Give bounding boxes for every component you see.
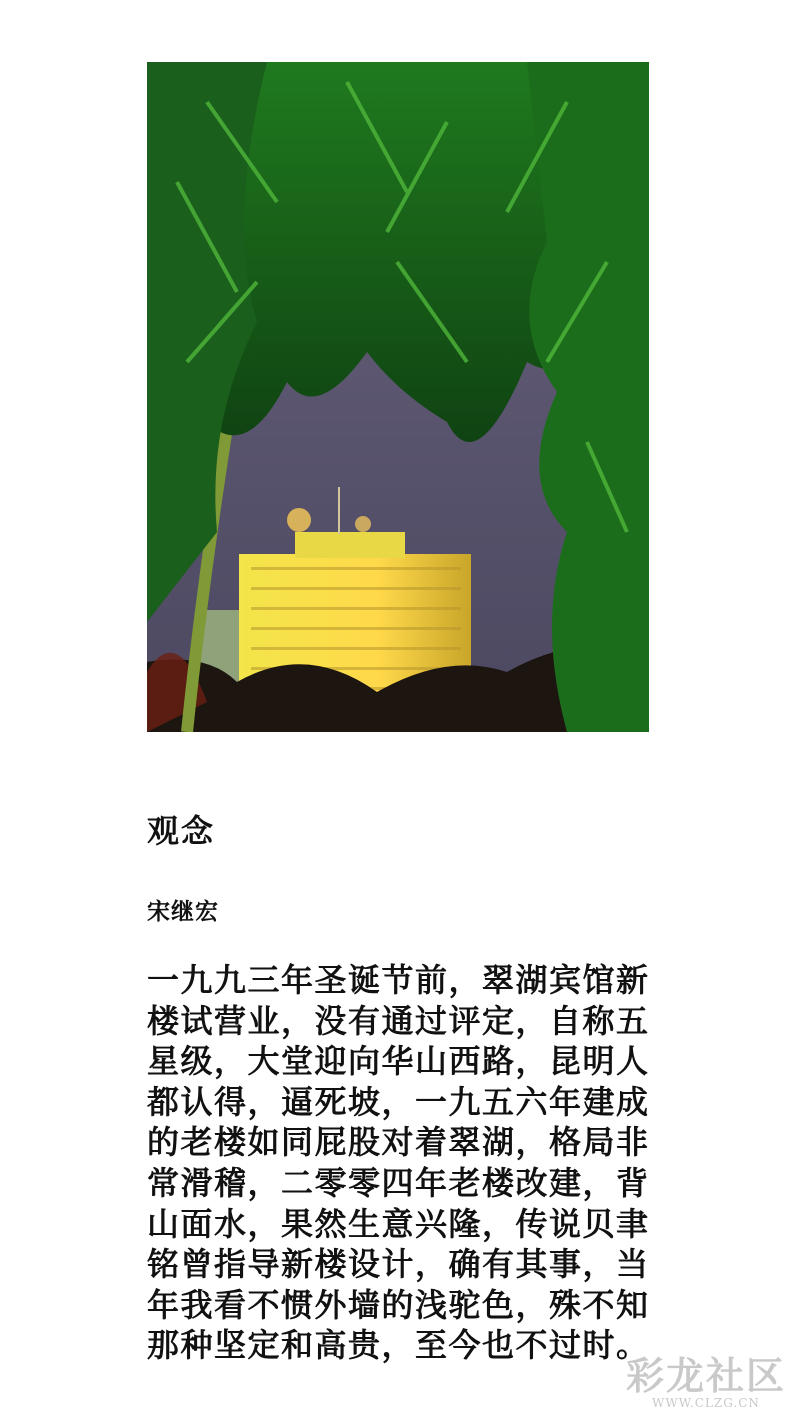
- body-line: 山面水，果然生意兴隆，传说贝聿: [147, 1204, 650, 1243]
- hotel-night-photo: [147, 62, 649, 732]
- body-line: 楼试营业，没有通过评定，自称五: [147, 1001, 650, 1040]
- body-line: 一九九三年圣诞节前，翠湖宾馆新: [147, 961, 650, 999]
- body-line: 那种坚定和高贵，至今也不过时。: [147, 1326, 650, 1365]
- body-line: 常滑稽，二零零四年老楼改建，背: [147, 1163, 650, 1202]
- body-line: 都认得，逼死坡，一九五六年建成: [147, 1082, 650, 1121]
- body-line: 铭曾指导新楼设计，确有其事，当: [147, 1245, 650, 1284]
- body-line: 年我看不惯外墙的浅驼色，殊不知: [147, 1285, 650, 1324]
- watermark-url: WWW.CLZG.CN: [652, 1396, 760, 1410]
- site-watermark: [625, 1353, 786, 1410]
- article-title: 观念: [147, 812, 216, 850]
- photo-illustration: [147, 62, 649, 732]
- body-line: 的老楼如同屁股对着翠湖，格局非: [147, 1123, 650, 1162]
- watermark-logo-text: 彩龙社区: [625, 1353, 786, 1398]
- article-body: [147, 960, 667, 1366]
- body-line: 星级，大堂迎向华山西路，昆明人: [147, 1042, 650, 1081]
- article-author: 宋继宏: [147, 898, 219, 925]
